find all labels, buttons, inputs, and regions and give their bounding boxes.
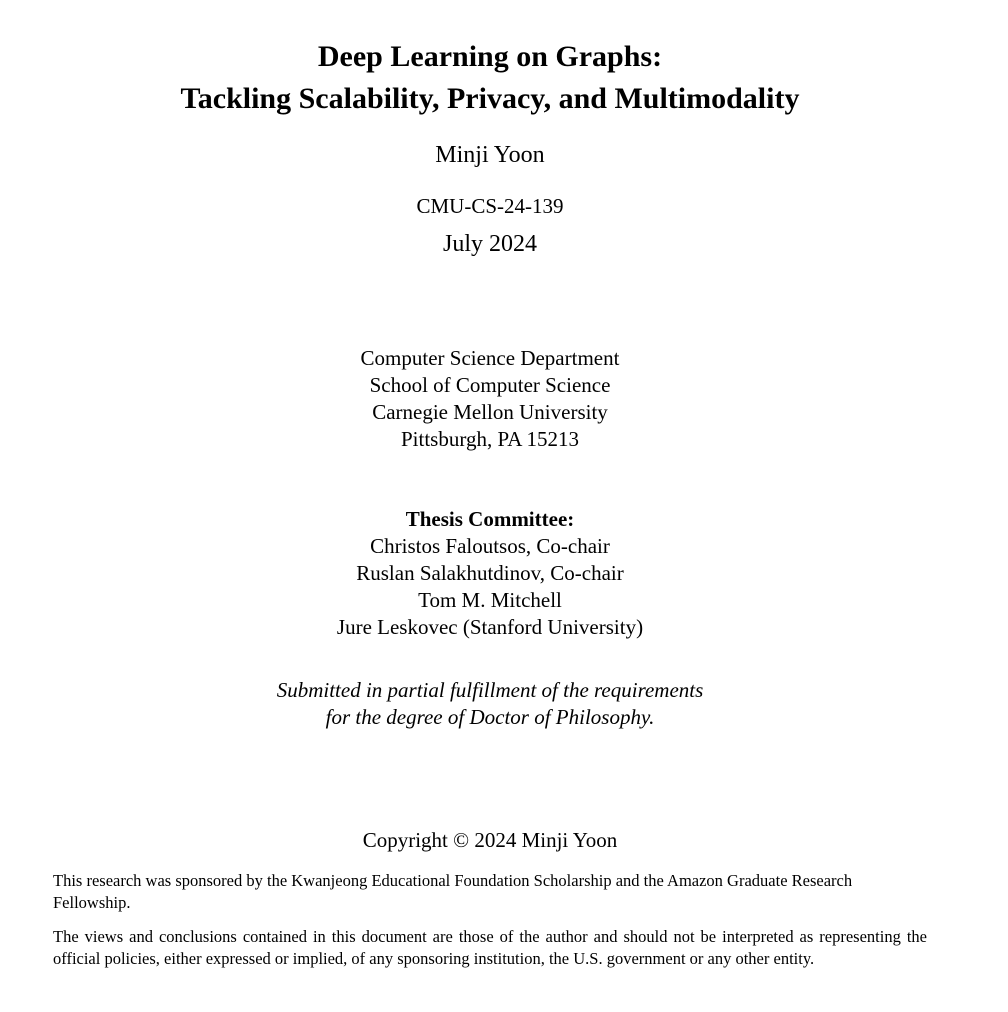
committee-member: Christos Faloutsos, Co-chair	[370, 534, 610, 558]
affiliation-line: Pittsburgh, PA 15213	[401, 427, 579, 451]
author-name: Minji Yoon	[435, 142, 545, 168]
submission-line: Submitted in partial fulfillment of the requirements	[276, 678, 704, 702]
submission-line: for the degree of Doctor of Philosophy.	[325, 705, 655, 729]
disclaimer-note: The views and conclusions contained in this document are those of the author and should not be interpreted as representing the official policies, either expressed or implied, of any sponsoring institution, the U.S. government or any other entity.	[53, 927, 927, 968]
sponsor-note: This research was sponsored by the Kwanjeong Educational Foundation Scholarship and the Amazon Graduate Research Fellowship.	[53, 871, 853, 912]
committee-member: Jure Leskovec (Stanford University)	[336, 615, 644, 639]
committee-heading: Thesis Committee:	[405, 507, 575, 531]
committee-member: Ruslan Salakhutdinov, Co-chair	[356, 561, 624, 585]
affiliation-block	[0, 345, 980, 453]
submission-statement	[0, 677, 980, 731]
thesis-committee	[0, 506, 980, 641]
report-number: CMU-CS-24-139	[416, 194, 564, 218]
thesis-title	[0, 36, 980, 120]
title-line-2: Tackling Scalability, Privacy, and Multimodality	[180, 82, 800, 115]
copyright-notice: Copyright © 2024 Minji Yoon	[362, 828, 618, 852]
affiliation-line: Carnegie Mellon University	[372, 400, 608, 424]
affiliation-line: School of Computer Science	[369, 373, 611, 397]
affiliation-line: Computer Science Department	[360, 346, 620, 370]
committee-member: Tom M. Mitchell	[418, 588, 562, 612]
publication-date: July 2024	[442, 231, 537, 257]
title-line-1: Deep Learning on Graphs:	[317, 40, 663, 73]
